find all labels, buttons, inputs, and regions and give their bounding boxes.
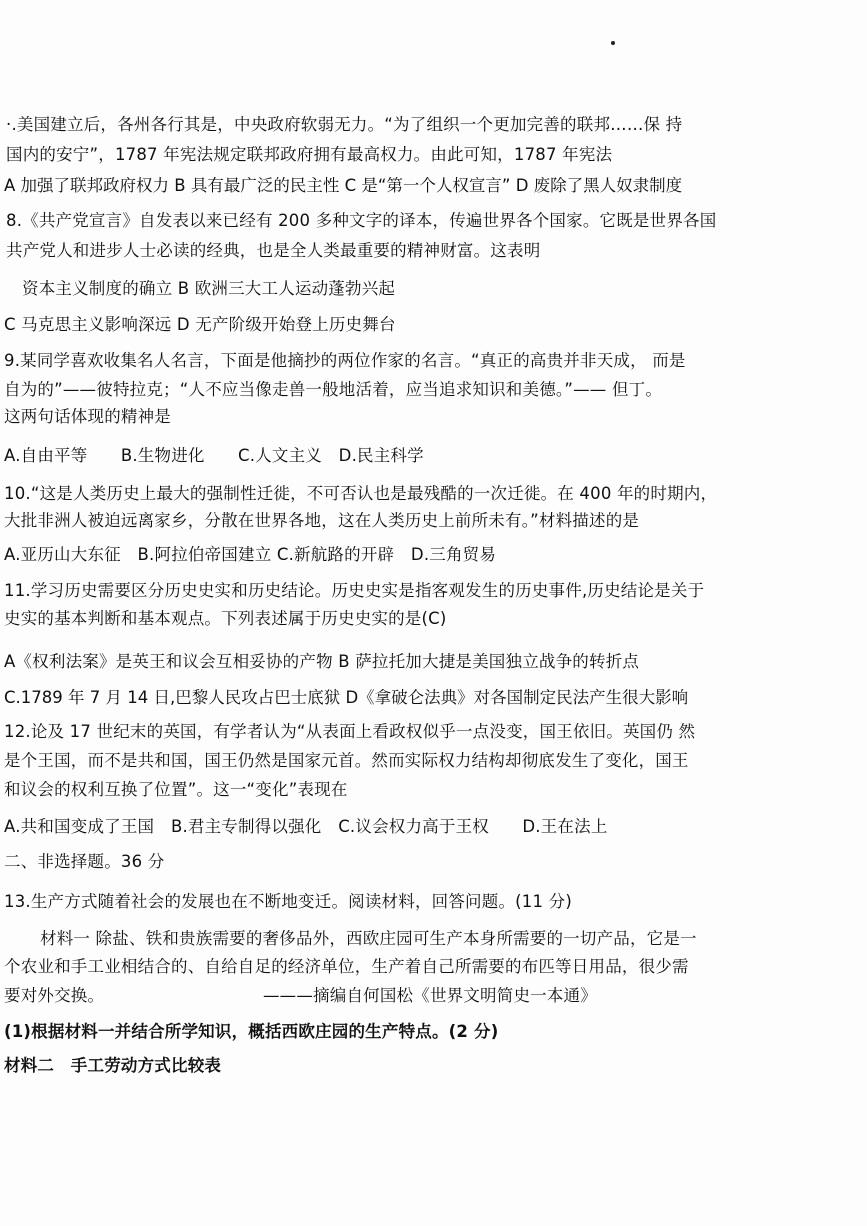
q10-stem-line-1: 10.“这是人类历史上最大的强制性迁徙，不可否认也是最残酷的一次迁徙。在 400 年的时期内， — [4, 484, 718, 503]
scan-speck — [611, 41, 615, 45]
q8-options-cd: C 马克思主义影响深远 D 无产阶级开始登上历史舞台 — [4, 315, 396, 334]
q8-stem-line-2: 共产党人和进步人士必读的经典，也是全人类最重要的精神财富。这表明 — [6, 241, 541, 260]
q7-stem-line-1: ·.美国建立后，各州各行其是，中央政府软弱无力。“为了组织一个更加完善的联邦……保 持 — [6, 115, 683, 134]
q11-stem-line-1: 11.学习历史需要区分历史史实和历史结论。历史史实是指客观发生的历史事件,历史结论是关于 — [4, 581, 705, 600]
section-2-heading: 二、非选择题。36 分 — [4, 852, 165, 871]
q13-subquestion-1: (1)根据材料一并结合所学知识，概括西欧庄园的生产特点。(2 分) — [4, 1022, 499, 1041]
q10-options: A.亚历山大东征 B.阿拉伯帝国建立 C.新航路的开辟 D.三角贸易 — [4, 545, 497, 564]
q8-options-ab: 资本主义制度的确立 B 欧洲三大工人运动蓬勃兴起 — [22, 279, 396, 298]
q11-options-cd: C.1789 年 7 月 14 日,巴黎人民攻占巴士底狱 D《拿破仑法典》对各国制定民法产生很大影响 — [4, 688, 689, 707]
q8-stem-line-1: 8.《共产党宣言》自发表以来已经有 200 多种文字的译本，传遍世界各个国家。它既是世界各国 — [6, 211, 717, 230]
q11-options-ab: A《权利法案》是英王和议会互相妥协的产物 B 萨拉托加大捷是美国独立战争的转折点 — [4, 652, 640, 671]
q13-material-1-line-2: 个农业和手工业相结合的、自给自足的经济单位，生产着自己所需要的布匹等日用品，很少需 — [4, 957, 689, 976]
q13-material-1-line-3: 要对外交换。 ———摘编自何国松《世界文明简史一本通》 — [4, 986, 597, 1005]
q12-options: A.共和国变成了王国 B.君主专制得以强化 C.议会权力高于王权 D.王在法上 — [4, 817, 608, 836]
q9-stem-line-2: 自为的”——彼特拉克；“人不应当像走兽一般地活着，应当追求知识和美德。”—— 但丁。 — [4, 380, 663, 399]
q9-options: A.自由平等 B.生物进化 C.人文主义 D.民主科学 — [4, 446, 424, 465]
q12-stem-line-1: 12.论及 17 世纪末的英国，有学者认为“从表面上看政权似乎一点没变，国王依旧。英国仍 然 — [4, 722, 696, 741]
q7-options: A 加强了联邦政府权力 B 具有最广泛的民主性 C 是“第一个人权宣言” D 废除了黑人奴隶制度 — [4, 176, 683, 195]
q12-stem-line-3: 和议会的权利互换了位置”。这一“变化”表现在 — [4, 780, 348, 799]
q9-stem-line-1: 9.某同学喜欢收集名人名言，下面是他摘抄的两位作家的名言。“真正的高贵并非天成， 而是 — [4, 351, 686, 370]
q10-stem-line-2: 大批非洲人被迫远离家乡，分散在世界各地，这在人类历史上前所未有。”材料描述的是 — [4, 511, 640, 530]
q13-material-1-line-1: 材料一 除盐、铁和贵族需要的奢侈品外，西欧庄园可生产本身所需要的一切产品，它是一 — [40, 929, 697, 948]
q7-stem-line-2: 国内的安宁”，1787 年宪法规定联邦政府拥有最高权力。由此可知，1787 年宪法 — [6, 145, 613, 164]
q13-material-2-title: 材料二 手工劳动方式比较表 — [4, 1056, 222, 1075]
q11-stem-line-2: 史实的基本判断和基本观点。下列表述属于历史史实的是(C) — [4, 609, 447, 628]
q12-stem-line-2: 是个王国，而不是共和国，国王仍然是国家元首。然而实际权力结构却彻底发生了变化，国王 — [4, 751, 689, 770]
q13-stem: 13.生产方式随着社会的发展也在不断地变迁。阅读材料，回答问题。(11 分) — [4, 892, 572, 911]
q9-stem-line-3: 这两句话体现的精神是 — [4, 407, 171, 426]
